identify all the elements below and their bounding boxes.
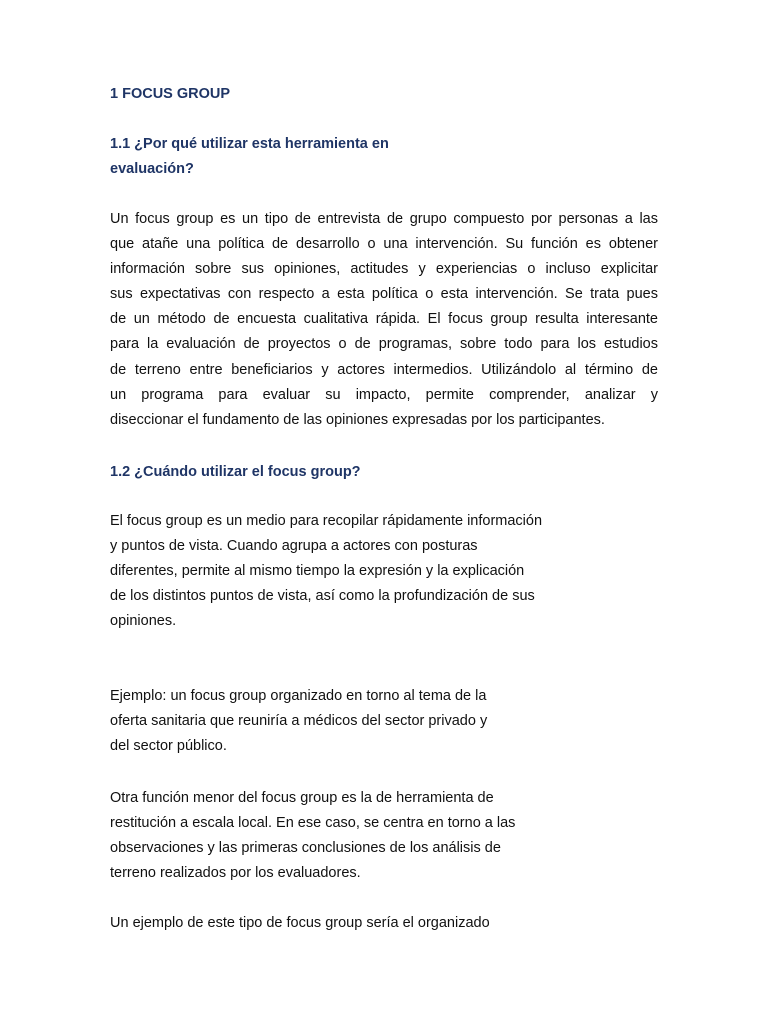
paragraph-line: Un focus group es un tipo de entrevista de grupo compuesto por personas a las [110,211,658,227]
other-function-paragraph [110,786,515,886]
paragraph-line: de terreno entre beneficiarios y actores intermedios. Utilizándolo al término de [110,361,658,378]
paragraph-line: diferentes, permite al mismo tiempo la expresión y la explicación [110,563,525,580]
paragraph-line: diseccionar el fundamento de las opiniones expresadas por los participantes. [110,411,605,428]
paragraph-line: que atañe una política de desarrollo o una intervención. Su función es obtener [110,236,658,253]
paragraph-line: del sector público. [110,738,227,755]
paragraph-line: oferta sanitaria que reuniría a médicos del sector privado y [110,713,488,730]
subsection-1-1-title-line2: evaluación? [110,161,194,177]
paragraph-line: Un ejemplo de este tipo de focus group sería el organizado [110,915,490,931]
paragraph-line: para la evaluación de proyectos o de programas, sobre todo para los estudios [110,336,658,353]
subsection-1-1-paragraph [110,207,658,433]
paragraph-line: de un método de encuesta cualitativa rápida. El focus group resulta interesante [110,311,658,328]
paragraph-line: información sobre sus opiniones, actitudes y experiencias o incluso explicitar [110,261,658,278]
section-title: 1 FOCUS GROUP [110,86,231,102]
paragraph-line: opiniones. [110,613,177,630]
paragraph-line: de los distintos puntos de vista, así como la profundización de sus [110,588,535,605]
paragraph-line: Otra función menor del focus group es la de herramienta de [110,790,494,806]
paragraph-line: El focus group es un medio para recopilar rápidamente información [110,513,543,529]
paragraph-line: y puntos de vista. Cuando agrupa a actores con posturas [110,538,478,555]
subsection-1-2-title: 1.2 ¿Cuándo utilizar el focus group? [110,464,361,480]
subsection-1-1-title [110,132,389,182]
paragraph-line: un programa para evaluar su impacto, permite comprender, analizar y [110,386,658,403]
subsection-1-1-title-line1: 1.1 ¿Por qué utilizar esta herramienta en [110,136,389,152]
paragraph-line: restitución a escala local. En ese caso, se centra en torno a las [110,815,516,832]
example-paragraph [110,684,487,759]
paragraph-line: Ejemplo: un focus group organizado en torno al tema de la [110,688,487,704]
paragraph-line: sus expectativas con respecto a esta política o esta intervención. Se trata pues [110,286,658,303]
subsection-1-2-paragraph [110,509,542,634]
paragraph-line: terreno realizados por los evaluadores. [110,865,361,882]
last-paragraph [110,911,490,936]
paragraph-line: observaciones y las primeras conclusiones de los análisis de [110,840,501,857]
